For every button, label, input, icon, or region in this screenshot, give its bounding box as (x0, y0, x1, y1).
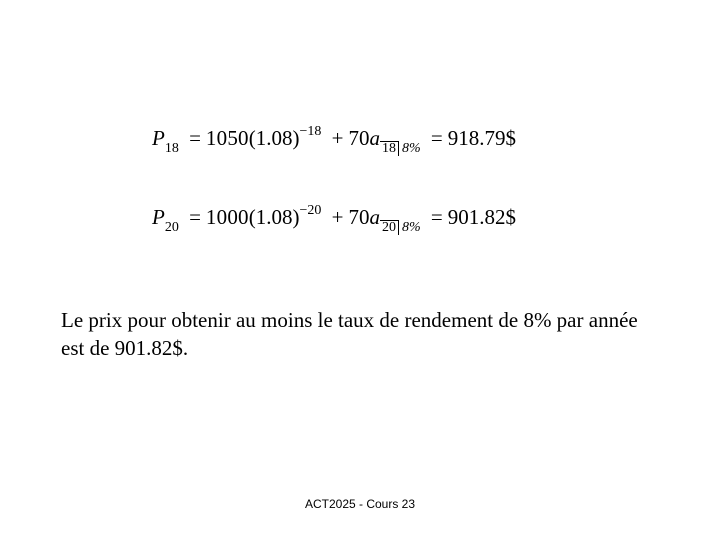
annuity-angle (380, 141, 421, 156)
equals-sign: = (189, 205, 201, 229)
price-subscript: 18 (164, 141, 179, 156)
equation-p20 (152, 203, 516, 235)
face-value: 1050 (205, 126, 249, 150)
equals-sign: = (430, 126, 443, 150)
equation-p18 (152, 124, 516, 156)
discount-base: (1.08) (248, 205, 300, 229)
annuity-term: 20 (380, 220, 399, 235)
discount-base: (1.08) (248, 126, 300, 150)
discount-exponent: −20 (299, 203, 322, 218)
price-result: 918.79$ (447, 126, 516, 150)
price-subscript: 20 (164, 220, 179, 235)
annuity-symbol: a (369, 205, 380, 229)
price-symbol: P (152, 205, 165, 229)
coupon-amount: 70 (348, 126, 370, 150)
equals-sign: = (430, 205, 443, 229)
plus-sign: + (331, 205, 344, 229)
equals-sign: = (189, 126, 201, 150)
price-result: 901.82$ (447, 205, 516, 229)
annuity-rate: 8% (401, 141, 421, 156)
annuity-rate: 8% (401, 220, 421, 235)
discount-exponent: −18 (299, 124, 322, 139)
face-value: 1000 (205, 205, 249, 229)
slide-footer: ACT2025 - Cours 23 (304, 497, 416, 511)
coupon-amount: 70 (348, 205, 370, 229)
annuity-term: 18 (380, 141, 399, 156)
price-symbol: P (152, 126, 165, 150)
plus-sign: + (331, 126, 344, 150)
annuity-angle (380, 220, 421, 235)
conclusion-paragraph: Le prix pour obtenir au moins le taux de rendement de 8% par année est de 901.82$. (61, 308, 638, 360)
annuity-symbol: a (369, 126, 380, 150)
